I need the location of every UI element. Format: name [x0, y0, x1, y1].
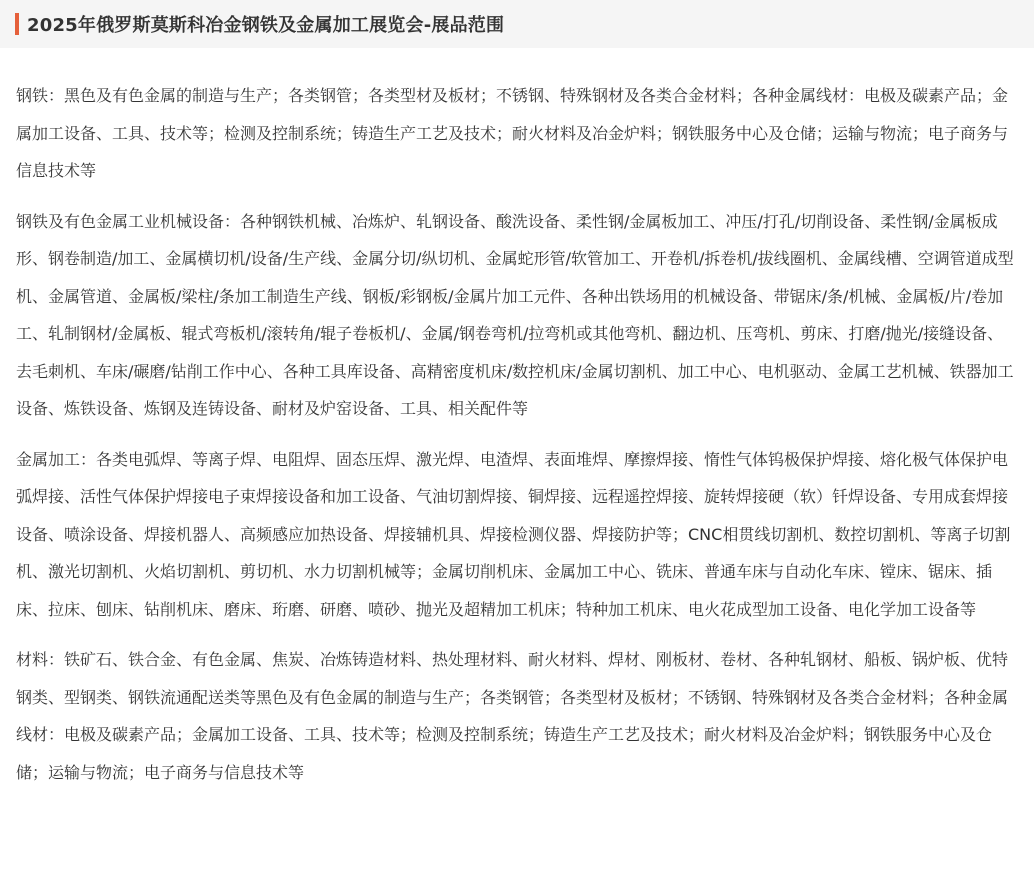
section-text: 黑色及有色金属的制造与生产；各类钢管；各类型材及板材；不锈钢、特殊钢材及各类合金材料；各种金属线材：电极及碳素产品；金属加工设备、工具、技术等；检测及控制系统；铸造生产工艺及技术；耐火材料及冶金炉料；钢铁服务中心及仓储；运输与物流；电子商务与信息技术等 — [16, 86, 1009, 180]
section-text: 各类电弧焊、等离子焊、电阻焊、固态压焊、激光焊、电渣焊、表面堆焊、摩擦焊接、惰性气体钨极保护焊接、熔化极气体保护电弧焊接、活性气体保护焊接电子束焊接设备和加工设备、气油切割焊接、铜焊接、远程遥控焊接、旋转焊接硬（软）钎焊设备、专用成套焊接设备、喷涂设备、焊接机器人、高频感应加热设备、焊接辅机具、焊接检测仪器、焊接防护等；CNC相贯线切割机、数控切割机、等离子切割机、激光切割机、火焰切割机、剪切机、水力切割机械等；金属切削机床、金属加工中心、铣床、普通车床与自动化车床、镗床、锯床、插床、拉床、刨床、钻削机床、磨床、珩磨、研磨、喷砂、抛光及超精加工机床；特种加工机床、电火花成型加工设备、电化学加工设备等 — [16, 449, 1011, 619]
section-label: 钢铁及有色金属工业机械设备 — [16, 211, 225, 231]
section-separator: ： — [48, 650, 65, 669]
title-bar — [0, 0, 1034, 48]
section-steel — [16, 77, 1018, 190]
section-machinery — [16, 203, 1018, 428]
section-separator: ： — [80, 449, 97, 469]
section-text: 铁矿石、铁合金、有色金属、焦炭、冶炼铸造材料、热处理材料、耐火材料、焊材、刚板材、卷材、各种轧钢材、船板、锅炉板、优特钢类、型钢类、钢铁流通配送类等黑色及有色金属的制造与生产；各类钢管；各类型材及板材；不锈钢、特殊钢材及各类合金材料；各种金属线材：电极及碳素产品；金属加工设备、工具、技术等；检测及控制系统；铸造生产工艺及技术；耐火材料及冶金炉料；钢铁服务中心及仓储；运输与物流；电子商务与信息技术等 — [16, 650, 1009, 782]
section-materials — [16, 641, 1018, 791]
section-separator: ： — [224, 211, 241, 231]
section-metalworking — [16, 441, 1018, 629]
section-label: 材料 — [16, 650, 49, 669]
section-label: 金属加工 — [16, 449, 81, 469]
section-separator: ： — [48, 86, 65, 105]
title-accent-bar — [15, 13, 19, 35]
section-text: 各种钢铁机械、冶炼炉、轧钢设备、酸洗设备、柔性钢/金属板加工、冲压/打孔/切削设备、柔性钢/金属板成形、钢卷制造/加工、金属横切机/设备/生产线、金属分切/纵切机、金属蛇形管/软管加工、开卷机/拆卷机/拔线圈机、金属线槽、空调管道成型机、金属管道、金属板/梁柱/条加工制造生产线、钢板/彩钢板/金属片加工元件、各种出铁场用的机械设备、带锯床/条/机械、金属板/片/卷加工、轧制钢材/金属板、辊式弯板机/滚转角/辊子卷板机/、金属/钢卷弯机/拉弯机或其他弯机、翻边机、压弯机、剪床、打磨/抛光/接缝设备、去毛刺机、车床/碾磨/钻削工作中心、各种工具库设备、高精密度机床/数控机床/金属切割机、加工中心、电机驱动、金属工艺机械、铁器加工设备、炼铁设备、炼钢及连铸设备、耐材及炉窑设备、工具、相关配件等 — [16, 211, 1014, 418]
page-title: 2025年俄罗斯莫斯科冶金钢铁及金属加工展览会-展品范围 — [27, 15, 505, 36]
section-label: 钢铁 — [16, 86, 49, 105]
exhibit-scope-content — [0, 48, 1034, 791]
